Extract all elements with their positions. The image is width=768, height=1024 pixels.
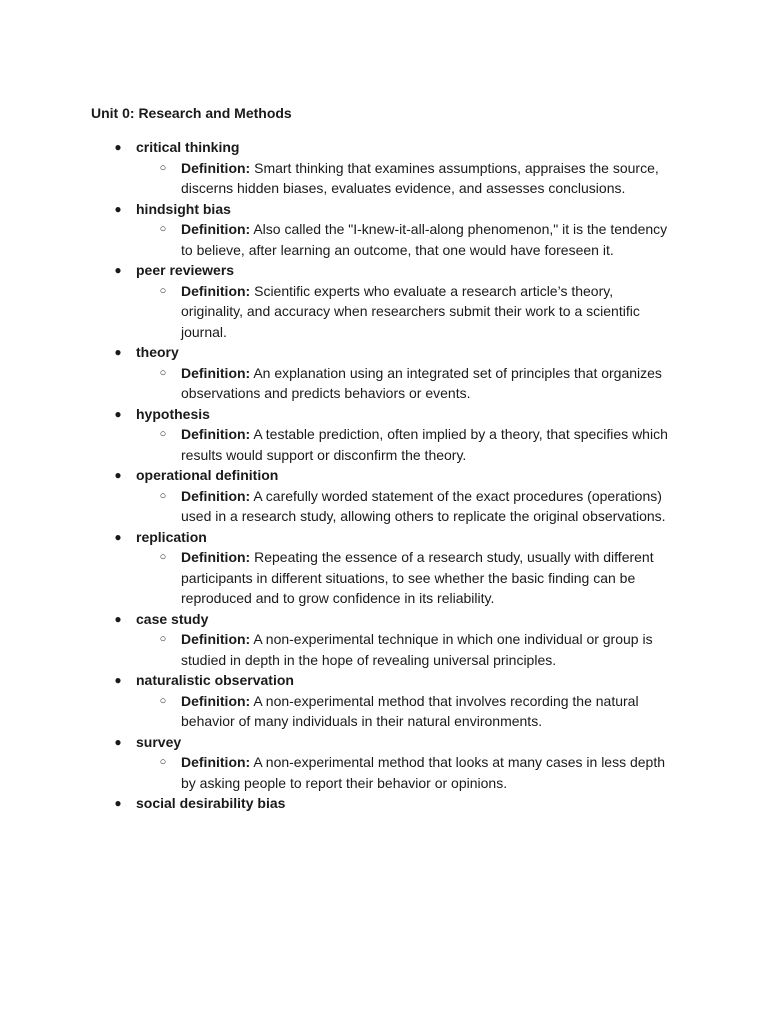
definition-text: A carefully worded statement of the exact procedures (operations) used in a research study, allowing others to replicate the original observations. — [181, 487, 666, 524]
term-name: peer reviewers — [136, 262, 235, 278]
term-name: operational definition — [136, 467, 279, 483]
term-name: critical thinking — [136, 139, 240, 155]
definition-label: Definition: — [181, 364, 251, 381]
term-item — [0, 732, 768, 794]
definition-text: An explanation using an integrated set of principles that organizes observations and predicts behaviors or events. — [181, 364, 666, 401]
term-item — [0, 793, 768, 814]
definition-label: Definition: — [181, 754, 251, 770]
bullet-icon: ● — [114, 263, 122, 277]
term-line — [114, 732, 768, 753]
sub-bullet-icon: ○ — [159, 633, 167, 645]
term-item — [0, 670, 768, 732]
definition-label: Definition: — [181, 159, 251, 176]
definition-list — [136, 486, 768, 527]
term-line — [114, 609, 768, 630]
term-name: naturalistic observation — [136, 672, 294, 688]
definition-text: A non-experimental method that involves recording the natural behavior of many individuals in their natural environments. — [181, 692, 643, 729]
document-title: Unit 0: Research and Methods — [91, 105, 292, 121]
definition-item — [159, 281, 676, 343]
definition-label: Definition: — [181, 282, 251, 299]
term-item — [0, 199, 768, 261]
term-line — [114, 199, 768, 220]
term-line — [114, 465, 768, 486]
term-item — [0, 609, 768, 671]
term-line — [114, 404, 768, 425]
term-name: replication — [136, 528, 207, 545]
sub-bullet-icon: ○ — [159, 223, 167, 235]
sub-bullet-icon: ○ — [159, 284, 167, 297]
definition-list — [136, 158, 768, 199]
definition-label: Definition: — [181, 221, 251, 237]
definition-list — [136, 424, 768, 465]
definition-item — [159, 158, 676, 199]
bullet-icon: ● — [114, 201, 122, 216]
term-item — [0, 260, 768, 342]
definition-item — [159, 486, 676, 527]
bullet-icon: ● — [114, 406, 122, 421]
definition-text: Scientific experts who evaluate a research article’s theory, originality, and accuracy when researchers submit their work to a scientific journal. — [181, 282, 644, 340]
definition-label: Definition: — [181, 631, 251, 647]
bullet-icon: ● — [114, 345, 122, 359]
definition-item — [159, 547, 676, 609]
term-line — [114, 793, 768, 814]
sub-bullet-icon: ○ — [159, 694, 167, 707]
sub-bullet-icon: ○ — [159, 551, 167, 563]
term-name: case study — [136, 610, 209, 627]
definition-list — [136, 629, 768, 670]
sub-bullet-icon: ○ — [159, 161, 167, 174]
term-item — [0, 137, 768, 199]
term-line — [114, 137, 768, 158]
definition-list — [136, 219, 768, 260]
term-item — [0, 527, 768, 609]
definition-item — [159, 219, 676, 260]
definition-list — [136, 547, 768, 609]
definition-list — [136, 281, 768, 343]
definition-item — [159, 424, 676, 465]
definition-text: Repeating the essence of a research study, usually with different participants in different situations, to see whether the basic finding can be reproduced and to grow confidence in its reliability. — [181, 549, 658, 606]
definition-label: Definition: — [181, 549, 251, 565]
definition-list — [136, 363, 768, 404]
term-name: hindsight bias — [136, 200, 231, 217]
bullet-icon: ● — [114, 611, 122, 626]
term-line — [114, 260, 768, 281]
term-line — [114, 670, 768, 691]
sub-bullet-icon: ○ — [159, 366, 167, 379]
sub-bullet-icon: ○ — [159, 489, 167, 502]
term-name: social desirability bias — [136, 795, 286, 811]
term-line — [114, 342, 768, 363]
bullet-icon: ● — [114, 796, 122, 810]
definition-label: Definition: — [181, 692, 251, 709]
bullet-icon: ● — [114, 529, 122, 544]
bullet-icon: ● — [114, 468, 122, 482]
definition-text: A testable prediction, often implied by a theory, that specifies which results would support or disconfirm the theory. — [181, 426, 672, 463]
term-item — [0, 404, 768, 466]
definition-text: Smart thinking that examines assumptions, appraises the source, discerns hidden biases, evaluates evidence, and assesses conclusions. — [181, 159, 663, 196]
term-item — [0, 342, 768, 404]
definition-text: A non-experimental method that looks at many cases in less depth by asking people to report their behavior or opinions. — [181, 754, 669, 791]
term-name: theory — [136, 344, 179, 360]
bullet-icon: ● — [114, 734, 122, 749]
definition-text: Also called the "I-knew-it-all-along phenomenon," it is the tendency to believe, after learning an outcome, that one would have foreseen it. — [181, 221, 672, 258]
definition-item — [159, 363, 676, 404]
definition-text: A non-experimental technique in which one individual or group is studied in depth in the hope of revealing universal principles. — [181, 631, 657, 668]
bullet-icon: ● — [114, 140, 122, 154]
definition-label: Definition: — [181, 487, 251, 504]
term-name: hypothesis — [136, 405, 210, 422]
term-line — [114, 527, 768, 548]
sub-bullet-icon: ○ — [159, 756, 167, 768]
definition-item — [159, 629, 676, 670]
sub-bullet-icon: ○ — [159, 428, 167, 440]
definition-list — [136, 752, 768, 793]
definition-item — [159, 691, 676, 732]
bullet-icon: ● — [114, 673, 122, 687]
definition-item — [159, 752, 676, 793]
definition-list — [136, 691, 768, 732]
term-list — [0, 137, 768, 814]
term-name: survey — [136, 733, 182, 750]
definition-label: Definition: — [181, 426, 251, 442]
term-item — [0, 465, 768, 527]
